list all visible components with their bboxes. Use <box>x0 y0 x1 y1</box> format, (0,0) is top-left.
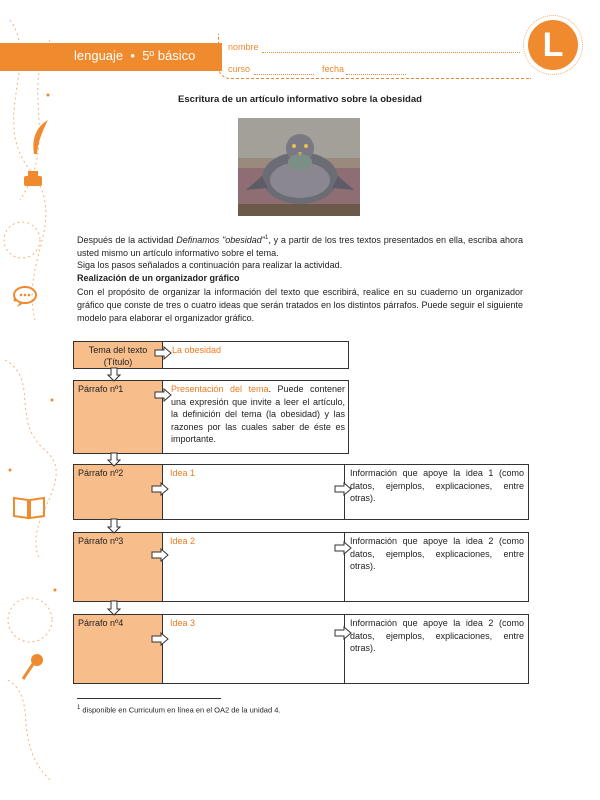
down-arrow-icon <box>107 452 121 467</box>
paragraph-1-label: Párrafo nº1 <box>73 380 163 454</box>
subject-badge: L <box>528 20 578 70</box>
footnote: $^1$ disponible en Curriculum en línea en el OA2 de la unidad 4. <box>77 705 281 715</box>
topic-value: La obesidad <box>172 345 222 355</box>
right-arrow-icon <box>151 632 169 646</box>
microphone-icon <box>20 652 46 682</box>
paragraph-2-idea: Idea 1 <box>170 468 196 478</box>
student-info-form <box>218 34 531 79</box>
paragraph-3-support: Información que apoye la idea 2 (como datos, ejemplos, explicaciones, entre otras). <box>350 536 524 571</box>
down-arrow-icon <box>107 367 121 382</box>
right-arrow-icon <box>151 548 169 562</box>
subject-grade: lenguaje • 5º básico <box>74 48 196 63</box>
course-label: curso <box>228 64 251 74</box>
paragraph-3-idea: Idea 2 <box>170 536 196 546</box>
organizer-heading: Realización de un organizador gráfico <box>77 273 240 283</box>
paragraph-1-content: Presentación del tema. Puede contener una expresión que invite a leer el artículo, la definición del tema (la obesidad) y las razones por las cuales saber de éste es importante. <box>171 384 345 444</box>
paragraph-4-support: Información que apoye la idea 2 (como datos, ejemplos, explicaciones, entre otras). <box>350 618 524 653</box>
right-arrow-icon <box>154 346 172 360</box>
paragraph-2-support: Información que apoye la idea 1 (como datos, ejemplos, explicaciones, entre otras). <box>350 468 524 503</box>
paragraph-3-label: Párrafo nº3 <box>73 532 163 602</box>
intro-paragraph-2: Siga los pasos señalados a continuación para realizar la actividad. <box>77 260 343 270</box>
course-field[interactable] <box>254 74 314 75</box>
down-arrow-icon <box>107 518 121 534</box>
footnote-divider <box>77 698 221 699</box>
feather-icon <box>28 118 52 158</box>
intro-paragraph-1: Después de la actividad Definamos "obesidad"$^1$, y a partir de los tres textos presentados en ella, escriba ahora usted mismo un artículo informativo sobre el tema. <box>77 235 523 258</box>
paragraph-2-label: Párrafo nº2 <box>73 464 163 520</box>
right-arrow-icon <box>151 482 169 496</box>
document-title: Escritura de un artículo informativo sobre la obesidad <box>178 94 422 105</box>
date-label: fecha <box>322 64 345 74</box>
book-icon <box>12 494 46 520</box>
down-arrow-icon <box>107 600 121 616</box>
date-field[interactable] <box>346 74 406 75</box>
paragraph-4-label: Párrafo nº4 <box>73 614 163 684</box>
name-field[interactable] <box>262 52 520 53</box>
topic-label-box: Tema del texto (Título) <box>73 341 163 369</box>
speech-bubble-icon <box>12 286 38 308</box>
name-label: nombre <box>228 42 259 52</box>
paragraph-4-idea: Idea 3 <box>170 618 196 628</box>
bird-photo <box>238 118 360 216</box>
right-arrow-icon <box>154 388 172 402</box>
intro-paragraph-3: Con el propósito de organizar la información del texto que escribirá, realice en su cuaderno un organizador gráfico que conste de tres o cuatro ideas que serán tratados en los distintos párrafos. Puede seguir el siguiente modelo para elaborar el organizador gráfico. <box>77 287 523 323</box>
typewriter-icon <box>22 170 44 188</box>
right-arrow-icon <box>334 482 352 496</box>
right-arrow-icon <box>334 541 352 555</box>
right-arrow-icon <box>334 626 352 640</box>
